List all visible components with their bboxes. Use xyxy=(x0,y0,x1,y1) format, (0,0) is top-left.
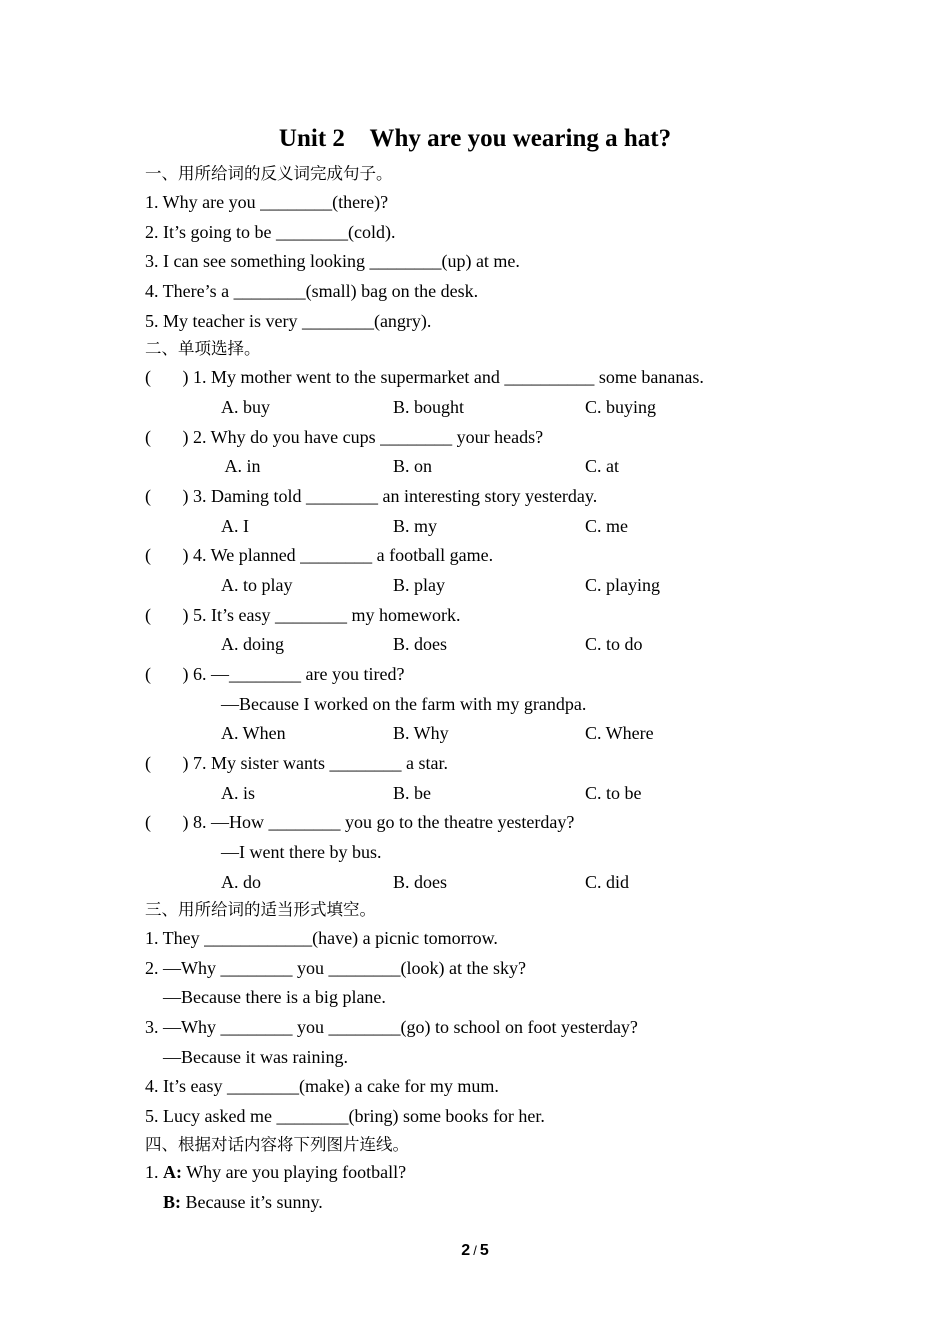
option-b: B. bought xyxy=(393,397,465,417)
option-a: A. doing xyxy=(221,634,284,654)
page-number xyxy=(0,1242,950,1260)
section-3-item: 5. Lucy asked me ________(bring) some books for her. xyxy=(145,1106,545,1126)
question-4: ( ) 4. We planned ________ a football game. xyxy=(145,545,494,565)
page-separator: / xyxy=(473,1243,477,1258)
option-b: B. does xyxy=(393,634,447,654)
speaker-b-label: B: xyxy=(163,1192,181,1212)
page-title: Unit 2 Why are you wearing a hat? xyxy=(278,125,672,152)
question-7: ( ) 7. My sister wants ________ a star. xyxy=(145,753,448,773)
option-c: C. at xyxy=(585,456,619,476)
section-2-heading: 二、单项选择。 xyxy=(145,339,261,358)
section-1-item: 2. It’s going to be ________(cold). xyxy=(145,222,396,242)
section-3-response: —Because it was raining. xyxy=(163,1047,348,1067)
option-a: A. do xyxy=(221,872,261,892)
section-3-heading: 三、用所给词的适当形式填空。 xyxy=(145,900,376,919)
option-c: C. to be xyxy=(585,783,642,803)
current-page: 2 xyxy=(461,1242,471,1259)
option-c: C. buying xyxy=(585,397,657,417)
section-3-item: 3. —Why ________ you ________(go) to school on foot yesterday? xyxy=(145,1017,638,1037)
option-a: A. buy xyxy=(221,397,270,417)
option-c: C. to do xyxy=(585,634,643,654)
question-1: ( ) 1. My mother went to the supermarket and __________ some bananas. xyxy=(145,367,704,387)
section-1-heading: 一、用所给词的反义词完成句子。 xyxy=(145,164,393,183)
option-b: B. my xyxy=(393,516,438,536)
speaker-b-text: Because it’s sunny. xyxy=(181,1192,323,1212)
option-b: B. be xyxy=(393,783,431,803)
dialogue-line-a xyxy=(145,1160,406,1184)
question-8-response: —I went there by bus. xyxy=(221,842,382,862)
option-c: C. me xyxy=(585,516,628,536)
option-b: B. play xyxy=(393,575,445,595)
dialogue-number: 1. xyxy=(145,1162,159,1182)
question-3: ( ) 3. Daming told ________ an interesting story yesterday. xyxy=(145,486,598,506)
dialogue-line-b xyxy=(163,1190,323,1214)
option-a: A. to play xyxy=(221,575,293,595)
section-3-item: 4. It’s easy ________(make) a cake for my mum. xyxy=(145,1076,499,1096)
section-3-response: —Because there is a big plane. xyxy=(163,987,386,1007)
section-3-item: 2. —Why ________ you ________(look) at the sky? xyxy=(145,958,526,978)
section-1-item: 1. Why are you ________(there)? xyxy=(145,192,389,212)
option-b: B. Why xyxy=(393,723,449,743)
question-8: ( ) 8. —How ________ you go to the theatre yesterday? xyxy=(145,812,575,832)
option-a: A. in xyxy=(221,456,261,476)
section-3-item: 1. They ____________(have) a picnic tomorrow. xyxy=(145,928,498,948)
option-b: B. does xyxy=(393,872,447,892)
section-1-item: 4. There’s a ________(small) bag on the desk. xyxy=(145,281,479,301)
section-4-heading: 四、根据对话内容将下列图片连线。 xyxy=(145,1135,409,1154)
option-c: C. did xyxy=(585,872,630,892)
question-6-response: —Because I worked on the farm with my grandpa. xyxy=(221,694,587,714)
option-a: A. When xyxy=(221,723,286,743)
question-5: ( ) 5. It’s easy ________ my homework. xyxy=(145,605,461,625)
option-c: C. playing xyxy=(585,575,660,595)
section-1-item: 3. I can see something looking ________(up) at me. xyxy=(145,251,520,271)
option-a: A. I xyxy=(221,516,249,536)
speaker-a-label: A: xyxy=(163,1162,182,1182)
option-c: C. Where xyxy=(585,723,654,743)
total-pages: 5 xyxy=(479,1242,489,1259)
option-a: A. is xyxy=(221,783,256,803)
option-b: B. on xyxy=(393,456,433,476)
speaker-a-text: Why are you playing football? xyxy=(182,1162,407,1182)
question-2: ( ) 2. Why do you have cups ________ your heads? xyxy=(145,427,544,447)
section-1-item: 5. My teacher is very ________(angry). xyxy=(145,311,432,331)
question-6: ( ) 6. —________ are you tired? xyxy=(145,664,405,684)
